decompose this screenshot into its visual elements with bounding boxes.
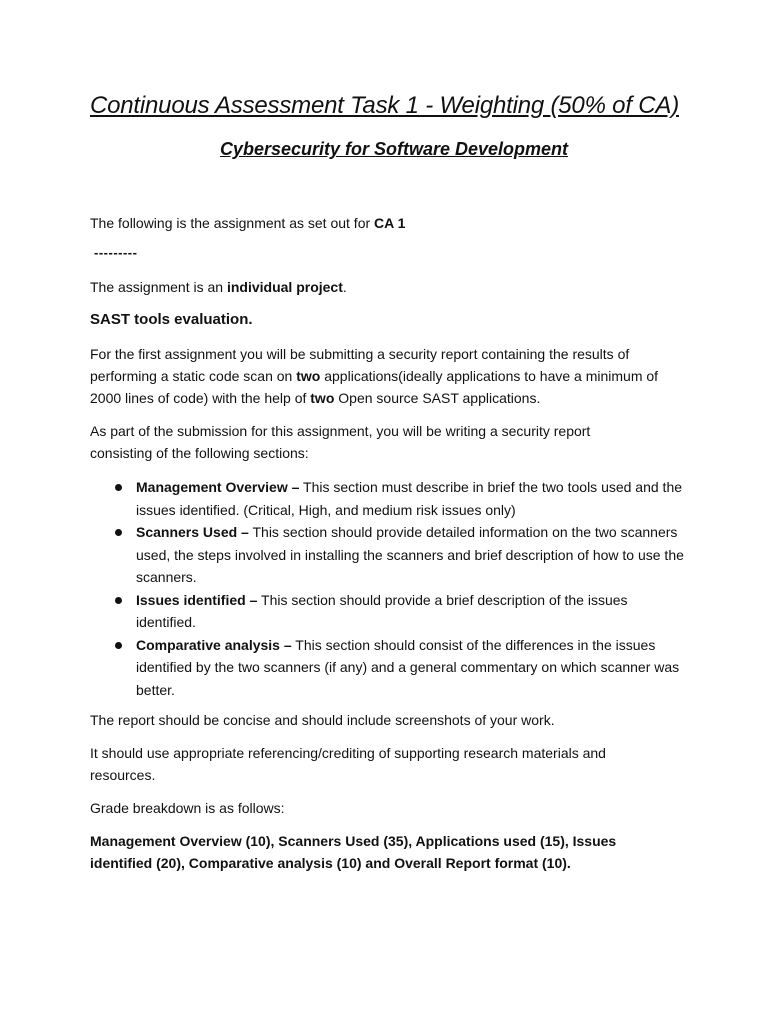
submission-paragraph: As part of the submission for this assignment, you will be writing a security report consisting of the following sections: (90, 423, 591, 461)
document-subtitle: Cybersecurity for Software Development (219, 139, 569, 159)
bullet-icon (115, 484, 122, 491)
grade-breakdown-paragraph: Management Overview (10), Scanners Used (35), Applications used (15), Issues identified (20), Comparative analysis (10) and Overall Report format (10). (90, 833, 617, 871)
grade-intro-paragraph: Grade breakdown is as follows: (90, 800, 285, 816)
intro-paragraph (90, 212, 690, 234)
section-text: This section must describe in brief the two tools used and the issues identified. (Critical, High, and medium risk issues only) (136, 479, 683, 518)
separator-dashes: --------- (94, 245, 138, 260)
report-sections-list (90, 476, 690, 701)
para1-part3: Open source SAST applications. (334, 390, 541, 406)
list-item (90, 521, 690, 589)
section-label: Issues identified – (136, 591, 258, 608)
section-label: Comparative analysis – (136, 636, 292, 653)
bullet-icon (115, 597, 122, 604)
list-item (90, 634, 690, 702)
project-text: The assignment is an (90, 279, 227, 295)
project-type-bold: individual project (226, 279, 343, 295)
section-text: This section should provide detailed information on the two scanners used, the steps involved in installing the scanners and brief description of how to use the scanners. (136, 524, 684, 585)
para1-part1: For the first assignment you will be submitting a security report containing the results of performing a static code scan on (90, 346, 630, 384)
bullet-icon (115, 642, 122, 649)
para1-part2: applications(ideally applications to have a minimum of 2000 lines of code) with the help of (90, 368, 659, 406)
intro-ca-label: CA 1 (374, 215, 406, 231)
list-item (90, 589, 690, 634)
document-title: Continuous Assessment Task 1 - Weighting (50% of CA) (90, 92, 679, 119)
intro-text: The following is the assignment as set out for (90, 215, 375, 231)
bullet-icon (115, 529, 122, 536)
section-label: Scanners Used – (136, 524, 249, 540)
para1-bold2: two (310, 390, 335, 406)
assignment-description-paragraph (90, 343, 690, 409)
referencing-paragraph: It should use appropriate referencing/crediting of supporting research materials and resources. (90, 745, 606, 783)
section-heading: SAST tools evaluation. (90, 311, 253, 328)
project-end: . (342, 279, 347, 295)
project-type-paragraph (90, 276, 690, 298)
section-text: This section should consist of the differences in the issues identified by the two scanners (if any) and a general commentary on which scanner was better. (136, 636, 680, 698)
conciseness-paragraph: The report should be concise and should include screenshots of your work. (90, 712, 555, 728)
section-label: Management Overview – (136, 479, 300, 495)
para1-bold1: two (296, 368, 321, 384)
section-text: This section should provide a brief description of the issues identified. (136, 591, 628, 630)
list-item (90, 476, 690, 521)
